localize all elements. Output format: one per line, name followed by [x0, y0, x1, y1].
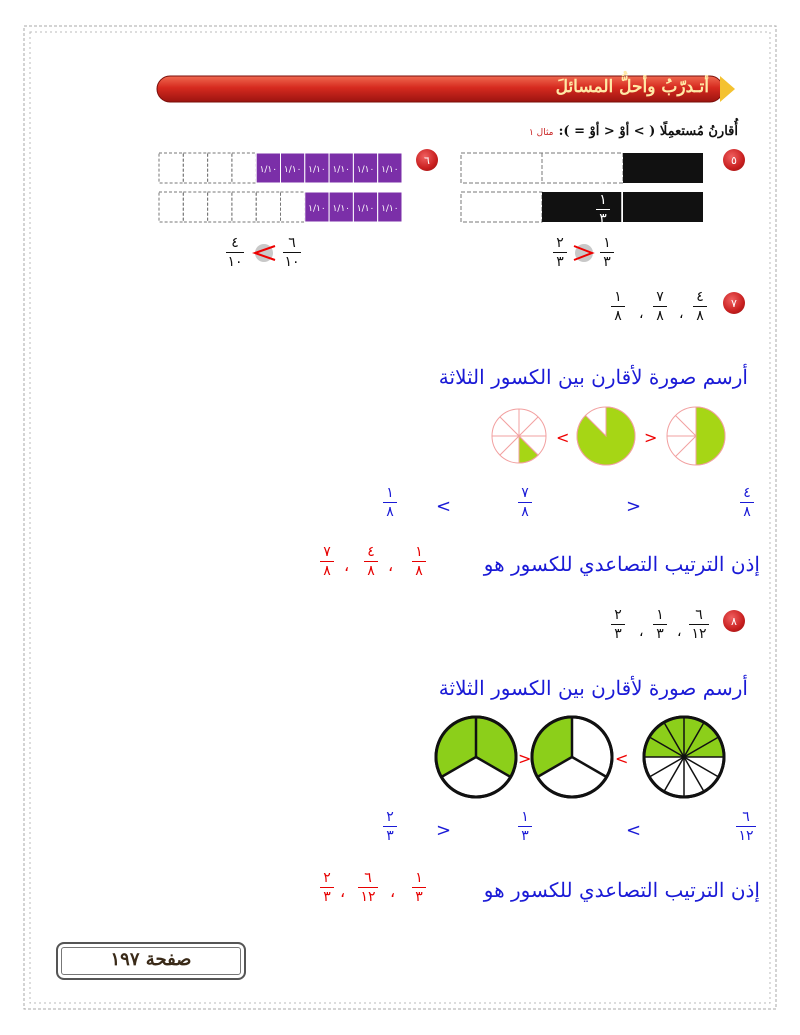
p6-tenth-cell — [232, 192, 256, 222]
p8-order-2-num: ٦ — [364, 870, 372, 886]
p7-fraction-list — [605, 290, 715, 330]
instruction-line — [529, 120, 738, 139]
problem-7-number: ٧ — [731, 296, 737, 310]
p8-sep-2: ، — [639, 624, 644, 640]
p7-cmp-b-den: ٨ — [521, 504, 529, 520]
p8-order-3 — [320, 871, 334, 904]
p8-cmp-op2: > — [436, 820, 452, 841]
p8-order-3-num: ٢ — [323, 870, 331, 886]
p6-right-den: ١٠ — [284, 254, 300, 270]
instruction-text: أُقارنُ مُستعمِلًا ( > أوْ < أوْ = ): — [558, 124, 738, 139]
p8-fraction-list — [605, 608, 715, 648]
p8-cmp-c-den: ٣ — [386, 828, 394, 844]
p6-tenth-label: ١/١٠ — [356, 165, 375, 175]
p7-f2-den: ٨ — [656, 308, 664, 324]
p7-pie-four-eighths — [667, 407, 725, 465]
p7-cmp-c — [383, 486, 397, 519]
p5-left-den: ٣ — [556, 254, 564, 270]
p6-tenth-cell — [281, 192, 305, 222]
p6-left-den: ١٠ — [227, 254, 243, 270]
p7-cmp-a-den: ٨ — [743, 504, 751, 520]
p7-f3-num: ١ — [614, 289, 622, 305]
p6-tenth-cell — [183, 153, 207, 183]
p8-cmp-b-den: ٣ — [521, 828, 529, 844]
p8-order-sep-1: ، — [390, 882, 396, 901]
p6-tenth-cell — [208, 153, 232, 183]
p6-tenth-label: ١/١٠ — [381, 165, 399, 175]
p7-order-3 — [320, 545, 334, 578]
p6-tenth-label: ١/١٠ — [381, 204, 399, 214]
p7-cmp-c-num: ١ — [386, 485, 394, 501]
p5-right-num: ١ — [603, 235, 611, 251]
banner-title: أتـدرّبُ وأحلُّ المسائلَ — [555, 77, 709, 97]
p6-tenth-label: ١/١٠ — [308, 204, 326, 214]
p7-order-label: إذن الترتيب التصاعدي للكسور هو — [483, 552, 760, 576]
p7-f3-den: ٨ — [614, 308, 622, 324]
p8-pie-diagram — [434, 712, 764, 802]
p5-top-bar-label: ١ ٣ — [596, 154, 610, 187]
p7-cmp-a-num: ٤ — [743, 485, 751, 501]
p7-order-sep-2: ، — [344, 556, 350, 575]
p8-cmp-op1: < — [626, 820, 642, 841]
p8-order-sep-2: ، — [340, 882, 346, 901]
p7-sep-2: ، — [639, 306, 644, 322]
p5-bottom-label-1: ١ ٣ — [516, 193, 530, 226]
p8-order-1-den: ٣ — [415, 889, 423, 905]
p8-order-1 — [412, 871, 426, 904]
p8-order-3-den: ٣ — [323, 889, 331, 905]
p8-fraction-1 — [689, 608, 709, 641]
p7-order-2-num: ٤ — [367, 544, 375, 560]
p8-cmp-b-num: ١ — [521, 809, 529, 825]
p5-answer-mark — [570, 240, 598, 266]
p7-fraction-2 — [653, 290, 667, 323]
p8-f2-den: ٣ — [656, 626, 664, 642]
p8-pie-one-third — [532, 717, 612, 797]
p8-cmp-a-den: ١٢ — [738, 828, 754, 844]
p7-order-1 — [412, 545, 426, 578]
p5-right-den: ٣ — [603, 254, 611, 270]
p7-f1-den: ٨ — [696, 308, 704, 324]
p8-pie-symbol-2: < — [615, 749, 629, 768]
p7-order-1-den: ٨ — [415, 563, 423, 579]
p8-pie-six-twelfths — [644, 717, 724, 797]
p8-f1-den: ١٢ — [691, 626, 707, 642]
p7-pie-symbol-2: > — [644, 428, 658, 447]
p6-right-num: ٦ — [288, 235, 296, 251]
p8-f3-num: ٢ — [614, 607, 622, 623]
p7-order-2-den: ٨ — [367, 563, 375, 579]
p6-left-fraction — [226, 236, 244, 269]
p7-pie-seven-eighths — [577, 407, 635, 465]
p7-order-3-num: ٧ — [323, 544, 331, 560]
p8-pie-symbol-1: > — [518, 749, 532, 768]
p7-cmp-op2: < — [436, 496, 452, 517]
problem-8-badge — [723, 610, 745, 632]
p7-draw-label: أرسم صورة لأقارن بين الكسور الثلاثة — [438, 365, 748, 389]
p6-answer-mark — [247, 240, 281, 266]
p8-pie-two-thirds — [436, 717, 516, 797]
p8-fraction-2 — [653, 608, 667, 641]
p6-tenth-cell — [232, 153, 256, 183]
p5-bottom-label-2: ١ ٣ — [596, 193, 610, 226]
p7-cmp-op1: > — [626, 496, 642, 517]
p7-order-sep-1: ، — [388, 556, 394, 575]
p8-order-1-num: ١ — [415, 870, 423, 886]
problem-7-badge — [723, 292, 745, 314]
problem-8-number: ٨ — [731, 614, 737, 628]
p8-order-2 — [358, 871, 378, 904]
problem-5-fraction-bars — [460, 152, 705, 224]
p8-f2-num: ١ — [656, 607, 664, 623]
problem-5-number: ٥ — [731, 153, 737, 167]
p7-f2-num: ٧ — [656, 289, 664, 305]
p8-f3-den: ٣ — [614, 626, 622, 642]
p7-cmp-c-den: ٨ — [386, 504, 394, 520]
p7-pie-one-eighth — [492, 409, 546, 463]
p6-right-fraction — [283, 236, 301, 269]
p8-order-2-den: ١٢ — [360, 889, 376, 905]
p8-cmp-c-num: ٢ — [386, 809, 394, 825]
p6-tenth-label: ١/١٠ — [332, 204, 351, 214]
problem-6-badge — [416, 149, 438, 171]
p7-fraction-1 — [693, 290, 707, 323]
p6-tenth-cell — [208, 192, 232, 222]
p8-f1-num: ٦ — [695, 607, 703, 623]
p8-sep-1: ، — [677, 624, 682, 640]
p8-cmp-b — [518, 810, 532, 843]
p6-tenth-label: ١/١٠ — [308, 165, 326, 175]
p8-fraction-3 — [611, 608, 625, 641]
p8-order-label: إذن الترتيب التصاعدي للكسور هو — [483, 878, 760, 902]
p8-cmp-c — [383, 810, 397, 843]
p7-fraction-3 — [611, 290, 625, 323]
page-number-label: صفحة ١٩٧ — [110, 949, 192, 970]
problem-5-badge — [723, 149, 745, 171]
p7-sep-1: ، — [679, 306, 684, 322]
p8-cmp-a — [736, 810, 756, 843]
p7-cmp-a — [740, 486, 754, 519]
p6-tenth-cell — [183, 192, 207, 222]
p5-right-fraction — [600, 236, 614, 269]
p8-draw-label: أرسم صورة لأقارن بين الكسور الثلاثة — [438, 676, 748, 700]
p7-order-2 — [364, 545, 378, 578]
problem-6-number: ٦ — [424, 153, 430, 167]
p6-left-num: ٤ — [231, 235, 239, 251]
p7-pie-diagram — [484, 406, 754, 466]
p6-tenth-cell — [256, 192, 280, 222]
p8-cmp-a-num: ٦ — [742, 809, 750, 825]
section-banner — [155, 74, 735, 104]
p7-order-3-den: ٨ — [323, 563, 331, 579]
p6-tenth-label: ١/١٠ — [332, 165, 351, 175]
problem-6-fraction-bars — [158, 152, 403, 224]
example-ref: مثال ١ — [528, 128, 554, 138]
p7-cmp-b — [518, 486, 532, 519]
p7-order-1-num: ١ — [415, 544, 423, 560]
p5-left-num: ٢ — [556, 235, 564, 251]
p5-left-fraction — [553, 236, 567, 269]
p7-pie-symbol-1: < — [556, 428, 570, 447]
p6-tenth-label: ١/١٠ — [259, 165, 278, 175]
p7-f1-num: ٤ — [696, 289, 704, 305]
p6-tenth-label: ١/١٠ — [356, 204, 375, 214]
p6-tenth-label: ١/١٠ — [283, 165, 302, 175]
p6-tenth-cell — [159, 153, 183, 183]
p7-cmp-b-num: ٧ — [521, 485, 529, 501]
page-number-box — [56, 942, 246, 980]
p6-tenth-cell — [159, 192, 183, 222]
